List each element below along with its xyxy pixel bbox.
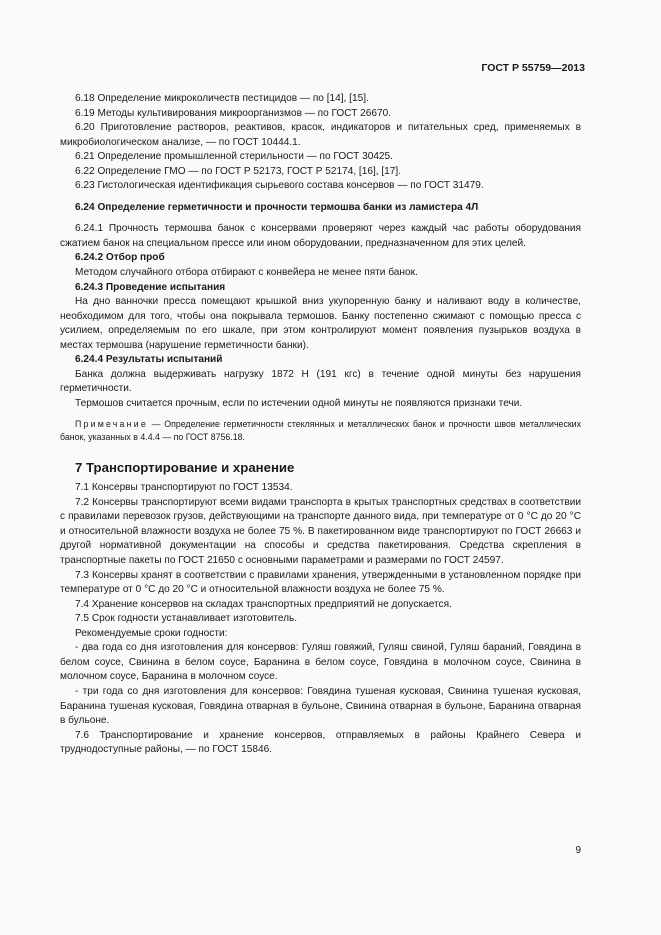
item-6-19: 6.19 Методы культивирования микроорганизмов — по ГОСТ 26670.	[75, 107, 392, 119]
subheading-6-24-4: 6.24.4 Результаты испытаний	[75, 354, 223, 366]
list-item-three-years: - три года со дня изготовления для консервов: Говядина тушеная кусковая, Свинина тушеная кусковая, Баранина тушеная кусковая, Говядина отварная в бульоне, Свинина отварная в бульоне, Баранина отварная в бульоне.	[60, 685, 581, 727]
item-6-18: 6.18 Определение микроколичеств пестицидов — по [14], [15].	[75, 93, 369, 104]
subheading-6-24-2: 6.24.2 Отбор проб	[75, 252, 165, 264]
note-text: — Определение герметичности стеклянных и металлических банок и прочности швов металлических банок, указанных в 4.4.4 — по ГОСТ 8756.18.	[60, 419, 581, 442]
para-6-24-4-cont: Термошов считается прочным, если по истечении одной минуты не появляются признаки течи.	[75, 397, 523, 409]
para-7-4: 7.4 Хранение консервов на складах транспортных предприятий не допускается.	[75, 598, 452, 610]
section-6-24-heading: 6.24 Определение герметичности и прочности термошва банки из ламистера 4Л	[75, 201, 479, 213]
para-7-6: 7.6 Транспортирование и хранение консервов, отправляемых в районы Крайнего Севера и труднодоступные районы, — по ГОСТ 15846.	[60, 729, 581, 756]
note	[60, 418, 581, 443]
section-7-heading: 7 Транспортирование и хранение	[75, 460, 295, 476]
page-number: 9	[575, 845, 581, 856]
page-content	[60, 92, 581, 758]
para-6-24-2: Методом случайного отбора отбирают с конвейера не менее пяти банок.	[75, 267, 418, 279]
para-7-1: 7.1 Консервы транспортируют по ГОСТ 13534.	[75, 482, 293, 494]
list-item-two-years: - два года со дня изготовления для консервов: Гуляш говяжий, Гуляш свиной, Гуляш бараний, Говядина в белом соусе, Свинина в белом соусе, Баранина в белом соусе, Говядина в молочном соусе, Свинина в молочном соусе, Баранина в молочном соусе.	[60, 642, 581, 683]
item-6-20: 6.20 Приготовление растворов, реактивов, красок, индикаторов и питательных сред, применяемых в микробиологическом анализе, — по ГОСТ 10444.1.	[60, 122, 581, 148]
item-6-23: 6.23 Гистологическая идентификация сырьевого состава консервов — по ГОСТ 31479.	[75, 180, 484, 192]
para-7-3: 7.3 Консервы хранят в соответствии с правилами хранения, утвержденными в установленном порядке при температуре от 0 °С до 20 °С и относительной влажности воздуха не более 75 %.	[60, 569, 581, 596]
item-6-21: 6.21 Определение промышленной стерильности — по ГОСТ 30425.	[75, 151, 393, 163]
para-7-2: 7.2 Консервы транспортируют всеми видами транспорта в крытых транспортных средствах в соответствии с правилами перевозок грузов, действующими на транспорте данного вида, при температуре от 0 °С до 20 °С и относительной влажности воздуха не более 75 %. В пакетированном виде транспортируют по ГОСТ 26663 и другой нормативной документации на способы и средства пакетирования. Средства скрепления в транспортные пакеты по ГОСТ 21650 с основными параметрами и размерами по ГОСТ 24597.	[60, 496, 581, 567]
note-label: Примечание	[75, 419, 148, 430]
para-7-5-recommended: Рекомендуемые сроки годности:	[75, 627, 228, 639]
document-id-header: ГОСТ Р 55759—2013	[481, 62, 585, 74]
para-6-24-3: На дно ванночки пресса помещают крышкой вниз укупоренную банку и наливают воду в количестве, необходимом для того, чтобы она покрывала термошов. Банку постепенно сжимают с помощью пресса с усилием, определяемым по его шкале, при этом контролируют момент появления пузырьков воздуха в местах термошва (нарушение герметичности банки).	[60, 296, 581, 351]
subheading-6-24-3: 6.24.3 Проведение испытания	[75, 281, 226, 293]
para-7-5: 7.5 Срок годности устанавливает изготовитель.	[75, 613, 298, 625]
para-6-24-4: Банка должна выдерживать нагрузку 1872 Н (191 кгс) в течение одной минуты без нарушения герметичности.	[60, 368, 581, 395]
item-6-22: 6.22 Определение ГМО — по ГОСТ Р 52173, ГОСТ Р 52174, [16], [17].	[75, 165, 402, 177]
para-6-24-1: 6.24.1 Прочность термошва банок с консервами проверяют через каждый час работы оборудования сжатием банок на специальном прессе или ином оборудовании, предназначенном для этих целей.	[60, 223, 581, 249]
